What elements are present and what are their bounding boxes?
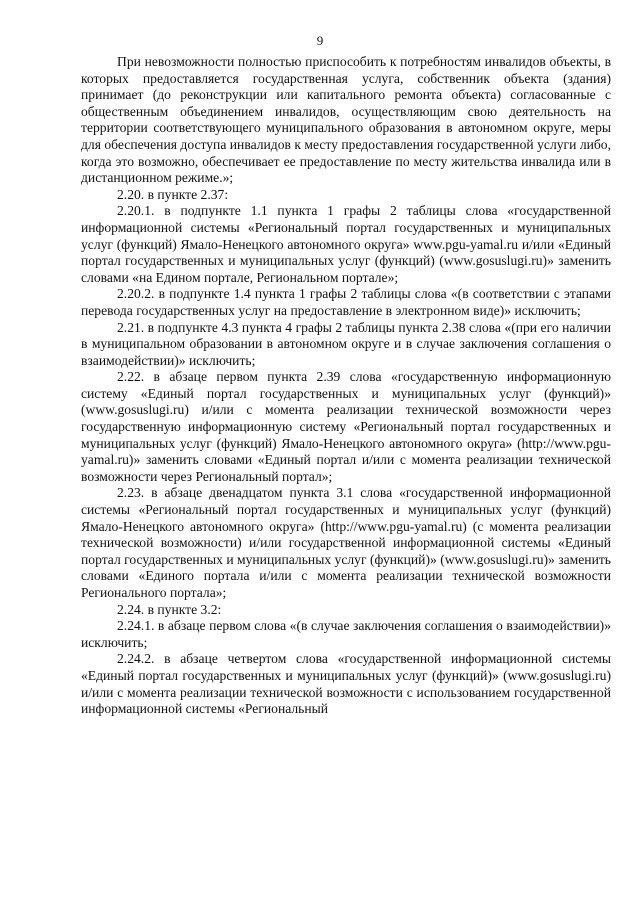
document-body (81, 54, 611, 718)
paragraph: 2.22. в абзаце первом пункта 2.39 слова «государственную информационную систему «Единый портал государственных и муниципальных услуг (функций)» (www.gosuslugi.ru) и/или с момента реализации технической возможности через государственную информационную систему «Региональный портал государственных и муниципальных услуг (функций) Ямало-Ненецкого автономного округа» (http://www.pgu-yamal.ru)» заменить словами «Единый портал и/или с момента реализации технической возможности через Региональный портал»; (81, 369, 611, 484)
paragraph: 2.24. в пункте 3.2: (117, 601, 222, 617)
paragraph: 2.24.2. в абзаце четвертом слова «государственной информационной системы «Единый портал государственных и муниципальных услуг (функций)» (www.gosuslugi.ru) и/или с момента реализации технической возможности с использованием государственной информационной системы «Региональный (81, 651, 611, 717)
page-number: 9 (316, 33, 324, 48)
paragraph: 2.24.1. в абзаце первом слова «(в случае заключения соглашения о взаимодействии)» исключить; (81, 618, 611, 650)
paragraph: 2.23. в абзаце двенадцатом пункта 3.1 слова «государственной информационной системы «Региональный портал государственных и муниципальных услуг (функций) Ямало-Ненецкого автономного округа» (http://www.pgu-yamal.ru) (с момента реализации технической возможности) и/или государственной информационной системы «Единый портал государственных и муниципальных услуг (функций)» (www.gosuslugi.ru)» заменить словами «Единого портала и/или с момента реализации технической возможности Регионального портала»; (81, 485, 611, 600)
paragraph: 2.20.2. в подпункте 1.4 пункта 1 графы 2 таблицы слова «(в соответствии с этапами перевода государственных услуг на предоставление в электронном виде)» исключить; (81, 286, 611, 318)
paragraph: 2.20.1. в подпункте 1.1 пункта 1 графы 2 таблицы слова «государственной информационной системы «Региональный портал государственных и муниципальных услуг (функций) Ямало-Ненецкого автономного округа» www.pgu-yamal.ru и/или «Единый портал государственных и муниципальных услуг (функций) (www.gosuslugi.ru)» заменить словами «на Едином портале, Региональном портале»; (81, 203, 611, 285)
paragraph: При невозможности полностью приспособить к потребностям инвалидов объекты, в которых предоставляется государственная услуга, собственник объекта (здания) принимает (до реконструкции или капитального ремонта объекта) согласованные с общественным объединением инвалидов, осуществляющим свою деятельность на территории соответствующего муниципального образования в автономном округе, меры для обеспечения доступа инвалидов к месту предоставления государственной услуги либо, когда это возможно, обеспечивает ее предоставление по месту жительства инвалида или в дистанционном режиме.»; (81, 54, 611, 186)
paragraph: 2.21. в подпункте 4.3 пункта 4 графы 2 таблицы пункта 2.38 слова «(при его наличии в муниципальном образовании в автономном округе и в случае заключения соглашения о взаимодействии)» исключить; (81, 319, 611, 368)
paragraph: 2.20. в пункте 2.37: (117, 186, 229, 202)
